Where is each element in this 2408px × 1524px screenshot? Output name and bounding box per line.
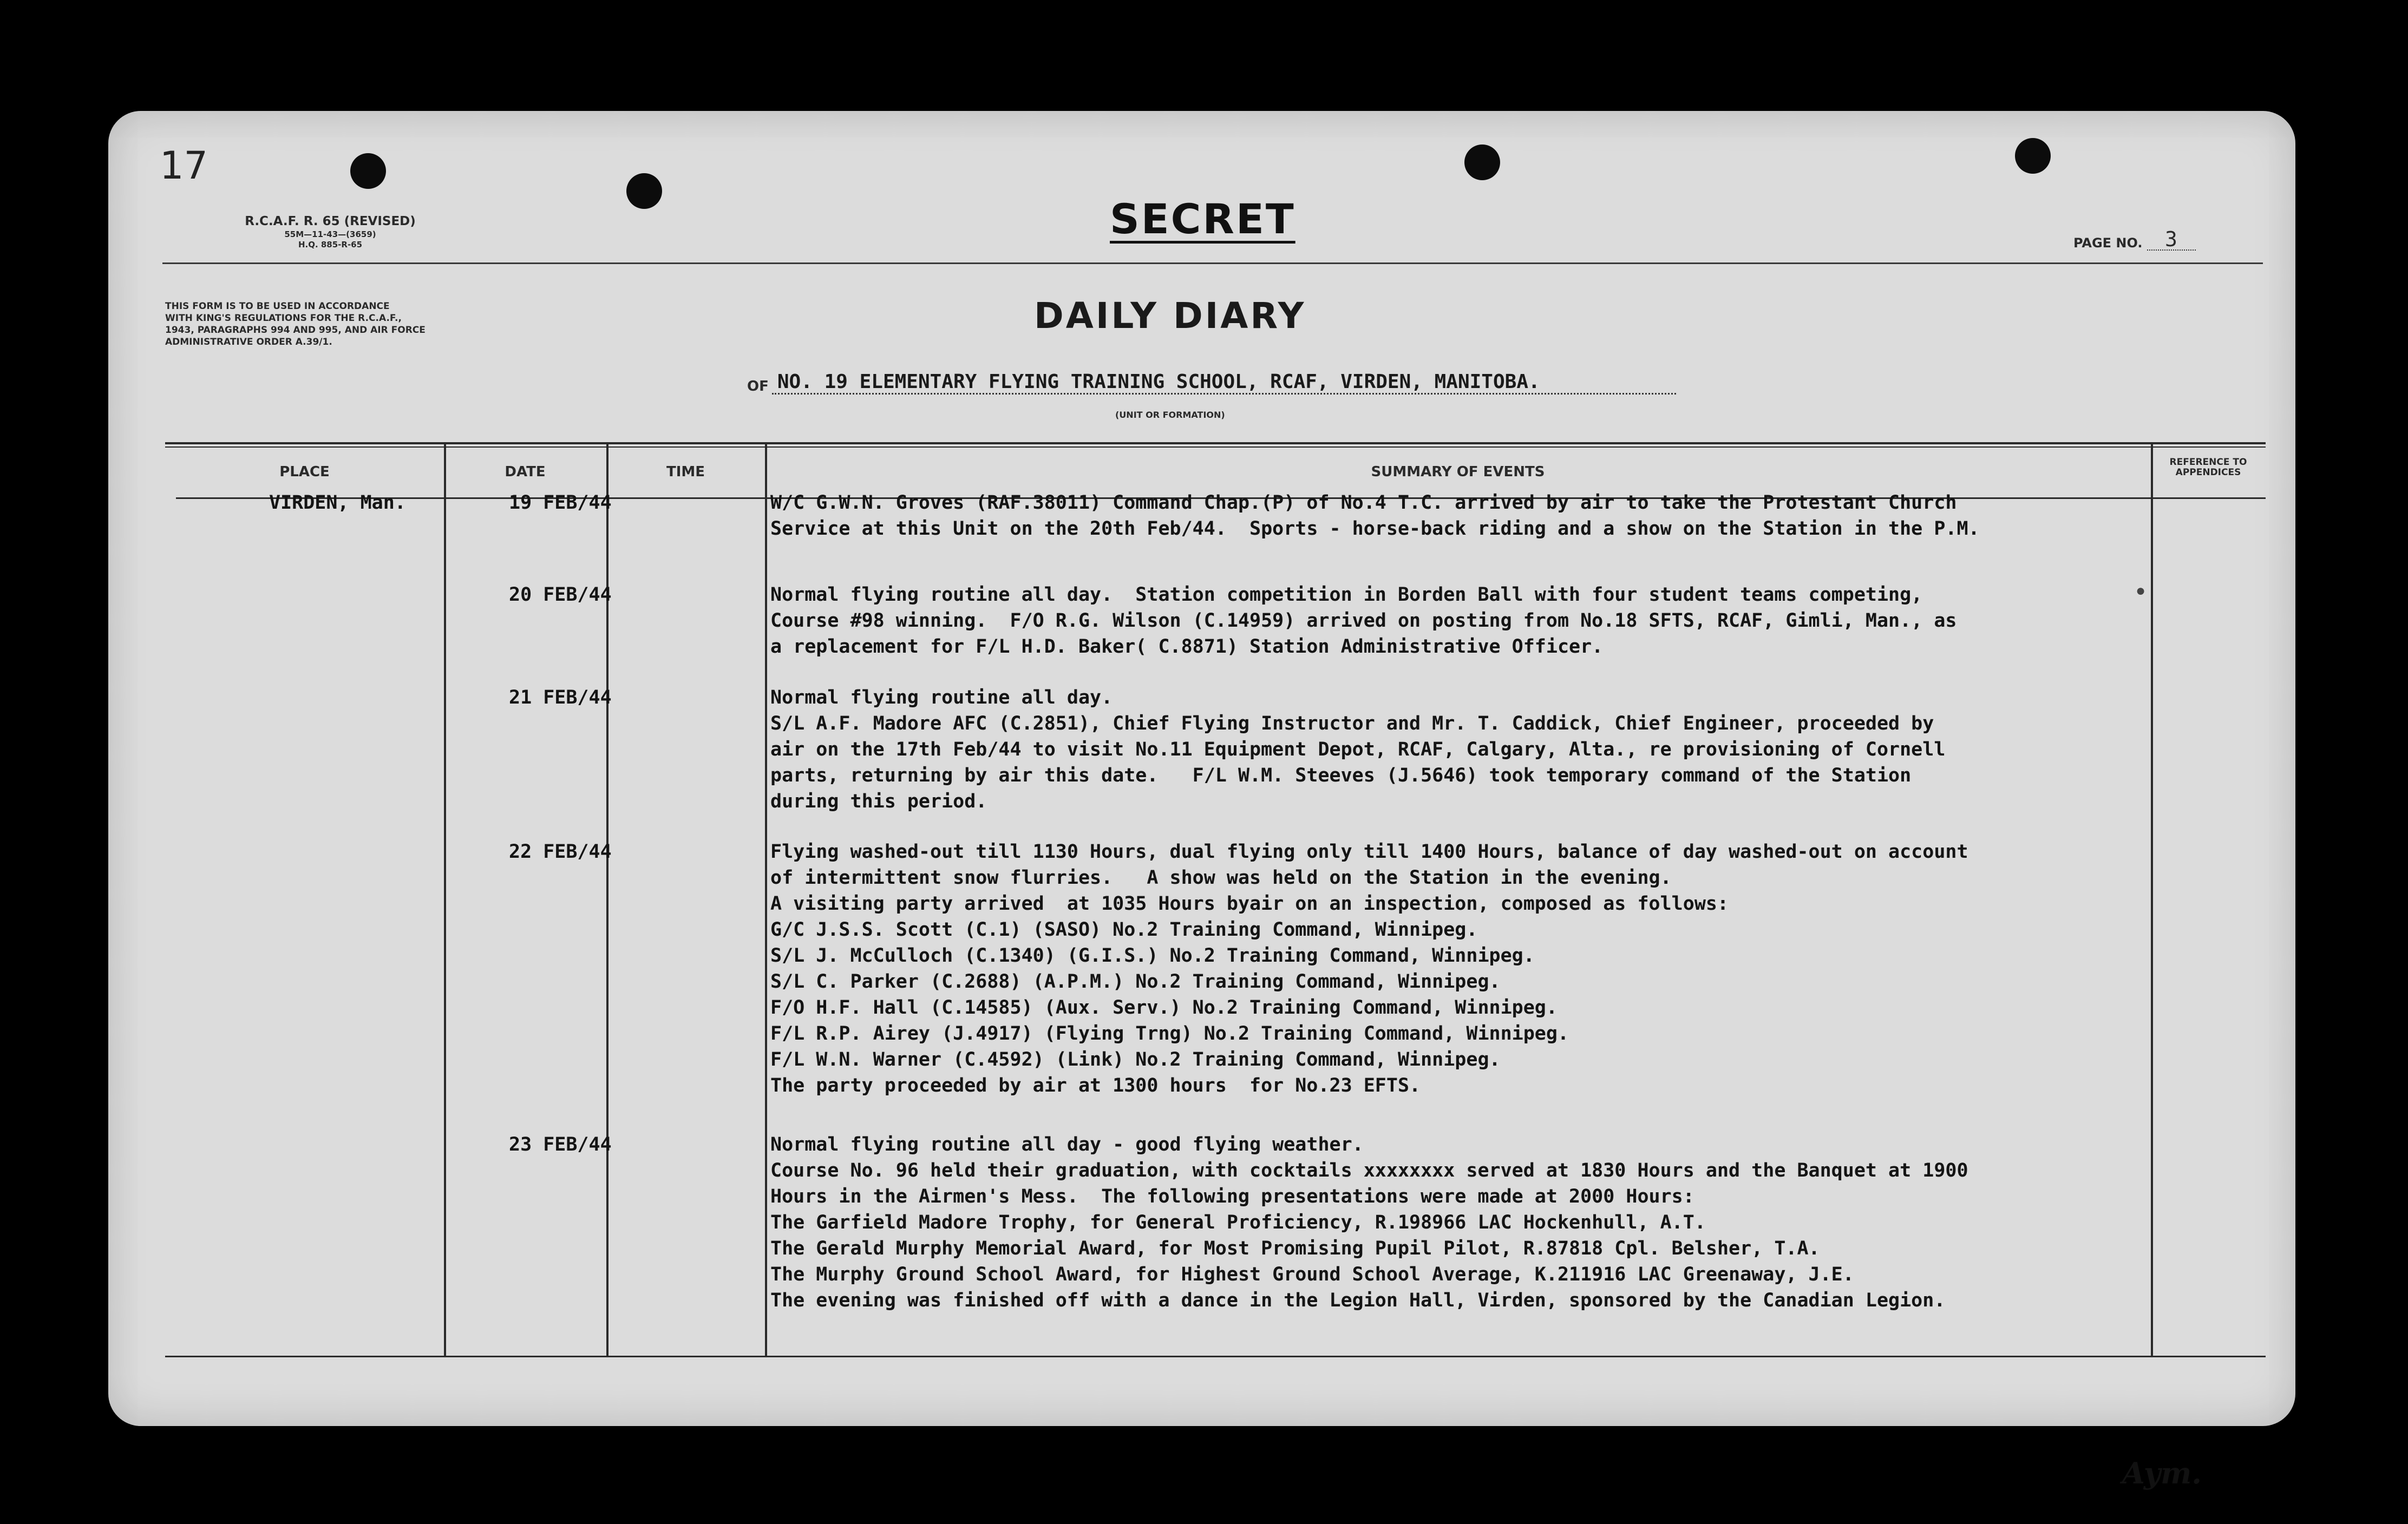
form-usage-note — [165, 300, 577, 348]
summary-line: F/L W.N. Warner (C.4592) (Link) No.2 Training Command, Winnipeg. — [770, 1049, 1501, 1070]
header-reference-line: APPENDICES — [2175, 467, 2241, 478]
summary-line: Normal flying routine all day - good flying weather. — [770, 1134, 1364, 1155]
header-summary: SUMMARY OF EVENTS — [1371, 464, 1545, 480]
summary-line: The Garfield Madore Trophy, for General Proficiency, R.198966 LAC Hockenhull, A.T. — [770, 1212, 1706, 1233]
handwritten-initials: Aym. — [2122, 1456, 2202, 1490]
summary-line: air on the 17th Feb/44 to visit No.11 Equipment Depot, RCAF, Calgary, Alta., re provisioning of Cornell — [770, 739, 1946, 760]
events-table — [165, 442, 2266, 1357]
summary-line: S/L A.F. Madore AFC (C.2851), Chief Flying Instructor and Mr. T. Caddick, Chief Engineer, proceeded by — [770, 713, 1934, 734]
place-value: VIRDEN, Man. — [269, 492, 406, 514]
summary-line: Flying washed-out till 1130 Hours, dual flying only till 1400 Hours, balance of day washed-out on account — [770, 841, 1968, 863]
page-number-value: 3 — [2147, 229, 2196, 251]
header-date: DATE — [505, 464, 546, 480]
column-divider — [765, 442, 767, 1357]
entry-summary — [770, 685, 1945, 814]
form-id-line: R.C.A.F. R. 65 (REVISED) — [245, 214, 416, 228]
diary-title: DAILY DIARY — [1034, 295, 1306, 337]
summary-line: W/C G.W.N. Groves (RAF.38011) Command Chap.(P) of No.4 T.C. arrived by air to take the Protestant Church — [770, 492, 1957, 514]
header-rule — [162, 262, 2263, 264]
summary-line: parts, returning by air this date. F/L W.M. Steeves (J.5646) took temporary command of the Station — [770, 765, 1912, 786]
entry-date: 21 FEB/44 — [509, 687, 612, 708]
summary-line: Service at this Unit on the 20th Feb/44. Sports - horse-back riding and a show on the Station in the P.M. — [770, 518, 1980, 540]
classification-heading: SECRET — [1110, 195, 1295, 243]
header-time: TIME — [666, 464, 705, 480]
entry-date: 23 FEB/44 — [509, 1134, 612, 1155]
form-identifier — [179, 214, 482, 249]
scan-speck-icon: ● — [2136, 582, 2146, 600]
entry-summary — [770, 490, 1980, 542]
summary-line: S/L C. Parker (C.2688) (A.P.M.) No.2 Training Command, Winnipeg. — [770, 971, 1501, 993]
summary-line: Hours in the Airmen's Mess. The following presentations were made at 2000 Hours: — [770, 1186, 1694, 1207]
summary-line: The Murphy Ground School Award, for Highest Ground School Average, K.211916 LAC Greenaway, J.E. — [770, 1264, 1854, 1285]
corner-mark: 17 — [160, 143, 208, 188]
table-bottom-rule — [165, 1356, 2266, 1357]
form-id-line: H.Q. 885-R-65 — [298, 239, 363, 249]
column-divider — [444, 442, 446, 1357]
summary-line: during this period. — [770, 791, 987, 812]
entry-date: 22 FEB/44 — [509, 841, 612, 863]
unit-of-label: OF — [747, 378, 769, 395]
form-note-line: WITH KING'S REGULATIONS FOR THE R.C.A.F., — [165, 313, 402, 324]
entry-summary — [770, 839, 1968, 1099]
column-divider — [606, 442, 608, 1357]
summary-line: of intermittent snow flurries. A show was held on the Station in the evening. — [770, 867, 1672, 889]
unit-field — [747, 371, 1676, 395]
summary-line: A visiting party arrived at 1035 Hours byair on an inspection, composed as follows: — [770, 893, 1729, 915]
summary-line: Course No. 96 held their graduation, with cocktails xxxxxxxx served at 1830 Hours and the Banquet at 1900 — [770, 1160, 1968, 1181]
summary-line: S/L J. McCulloch (C.1340) (G.I.S.) No.2 Training Command, Winnipeg. — [770, 945, 1535, 967]
punch-hole — [626, 173, 662, 209]
summary-line: F/L R.P. Airey (J.4917) (Flying Trng) No.2 Training Command, Winnipeg. — [770, 1023, 1569, 1045]
header-place: PLACE — [279, 464, 330, 480]
summary-line: The evening was finished off with a dance in the Legion Hall, Virden, sponsored by the Canadian Legion. — [770, 1290, 1946, 1311]
header-reference-line: REFERENCE TO — [2169, 457, 2247, 468]
entry-date: 19 FEB/44 — [509, 492, 612, 514]
summary-line: The party proceeded by air at 1300 hours for No.23 EFTS. — [770, 1075, 1421, 1096]
form-note-line: THIS FORM IS TO BE USED IN ACCORDANCE — [165, 301, 390, 312]
punch-hole — [1464, 144, 1500, 180]
table-top-rule — [165, 442, 2266, 444]
form-note-line: ADMINISTRATIVE ORDER A.39/1. — [165, 337, 332, 348]
column-divider — [2151, 442, 2153, 1357]
unit-caption: (UNIT OR FORMATION) — [1115, 410, 1225, 420]
header-reference — [2151, 457, 2266, 477]
entry-summary — [770, 1132, 1968, 1313]
page-number-field — [2073, 229, 2196, 251]
form-note-line: 1943, PARAGRAPHS 994 AND 995, AND AIR FORCE — [165, 325, 426, 336]
summary-line: F/O H.F. Hall (C.14585) (Aux. Serv.) No.2 Training Command, Winnipeg. — [770, 997, 1558, 1019]
unit-value: NO. 19 ELEMENTARY FLYING TRAINING SCHOOL, RCAF, VIRDEN, MANITOBA. — [772, 371, 1676, 395]
summary-line: Course #98 winning. F/O R.G. Wilson (C.14959) arrived on posting from No.18 SFTS, RCAF, Gimli, Man., as — [770, 610, 1957, 632]
punch-hole — [350, 153, 386, 189]
entry-date: 20 FEB/44 — [509, 584, 612, 606]
diary-sheet — [108, 111, 2295, 1490]
table-top-rule — [165, 446, 2266, 448]
summary-line: Normal flying routine all day. Station competition in Borden Ball with four student teams competing, — [770, 584, 1923, 606]
form-id-line: 55M—11-43—(3659) — [284, 229, 376, 239]
summary-line: G/C J.S.S. Scott (C.1) (SASO) No.2 Training Command, Winnipeg. — [770, 919, 1478, 941]
page-number-label: PAGE NO. — [2073, 235, 2143, 251]
summary-line: The Gerald Murphy Memorial Award, for Most Promising Pupil Pilot, R.87818 Cpl. Belsher, T.A. — [770, 1238, 1820, 1259]
summary-line: a replacement for F/L H.D. Baker( C.8871) Station Administrative Officer. — [770, 636, 1604, 658]
punch-hole — [2015, 138, 2051, 174]
summary-line: Normal flying routine all day. — [770, 687, 1113, 708]
entry-summary — [770, 582, 1956, 660]
